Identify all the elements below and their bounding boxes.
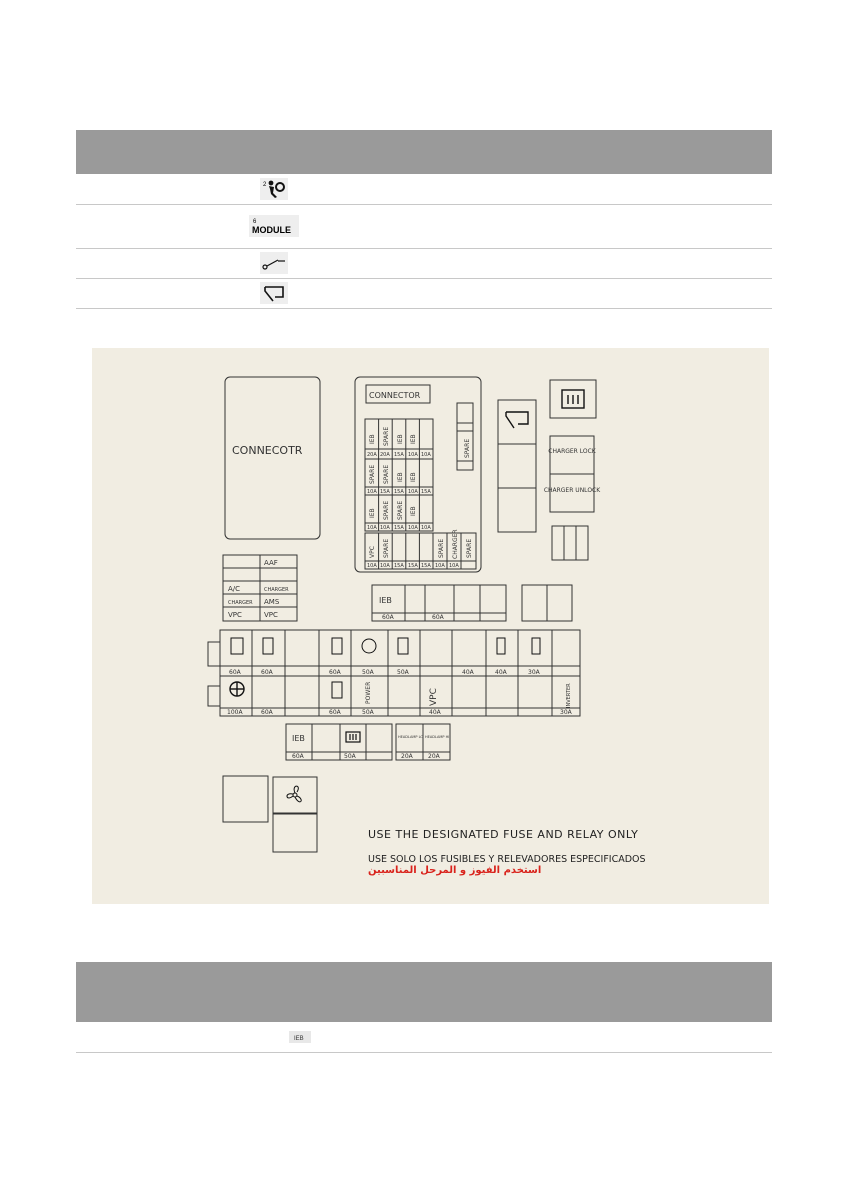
relay-slot [223, 776, 268, 822]
fuse-amp: 15A [394, 563, 404, 569]
ams-label: AMS [264, 598, 280, 606]
fuse-amp: 10A [367, 525, 377, 531]
fuse-amp: 15A [421, 563, 431, 569]
vpc-label: VPC [264, 611, 278, 619]
fuse-amp: 10A [367, 563, 377, 569]
fuse-label: SPARE [383, 464, 390, 484]
wiper-icon [506, 412, 528, 428]
fuse-amp: 20A [428, 753, 440, 760]
module-icon [249, 215, 299, 237]
fuse-icon [398, 638, 408, 654]
fuse-amp: 50A [362, 709, 374, 716]
fuse-label: IEB [397, 434, 404, 444]
fuse-label: SPARE [383, 538, 390, 558]
module-label: MODULE [252, 225, 291, 235]
notice-arabic: استخدم الفيوز و المرحل المناسبين [368, 865, 542, 876]
fuse-label: SPARE [369, 464, 376, 484]
fuse-amp: 10A [380, 525, 390, 531]
fuse-icon [497, 638, 505, 654]
fuse-amp: 60A [261, 709, 273, 716]
relay-slot [498, 488, 536, 532]
fuse-amp: 10A [367, 489, 377, 495]
table-row [76, 1022, 772, 1052]
connector-block-large [225, 377, 320, 539]
fuse-amp: 15A [421, 489, 431, 495]
fuse-label: IEB [410, 506, 417, 516]
switch-icon [260, 252, 288, 274]
fuse-amp: 50A [397, 669, 409, 676]
table-row [76, 204, 772, 248]
fuse-amp: 15A [408, 563, 418, 569]
ieb-label: IEB [292, 734, 305, 743]
fuse-label: SPARE [383, 500, 390, 520]
fuse-spec-table-top [76, 130, 772, 309]
fuse-amp: 60A [261, 669, 273, 676]
fuse-label: SPARE [438, 538, 445, 558]
fuse-amp: 10A [408, 452, 418, 458]
relay-wiper [498, 400, 536, 444]
fuse-label: SPARE [383, 426, 390, 446]
fuse-amp: 40A [495, 669, 507, 676]
charger-label: CHARGER [228, 600, 253, 606]
fuse-amp: 10A [449, 563, 459, 569]
fuse-amp: 50A [344, 753, 356, 760]
superscript: 6 [253, 219, 257, 225]
fuse-amp: 100A [227, 709, 243, 716]
fuse-amp: 30A [528, 669, 540, 676]
connector-small-label: CONNECTOR [369, 391, 421, 400]
table-row [76, 278, 772, 308]
table-header [76, 130, 772, 174]
fuse-amp: 60A [382, 614, 394, 621]
fuse-label: SPARE [466, 538, 473, 558]
row2-amps [227, 709, 573, 716]
fuse-amp: 20A [380, 452, 390, 458]
vpc-label: VPC [429, 688, 439, 706]
fan-icon [287, 786, 301, 802]
fuse-amp: 60A [329, 669, 341, 676]
charger-label: CHARGER [264, 587, 289, 593]
relay-charger-lock [550, 436, 594, 474]
fuse-amp: 60A [329, 709, 341, 716]
power-label: POWER [365, 681, 372, 704]
relay-fan [273, 777, 317, 813]
headlamp-lo-label: HEADLAMP LO [398, 735, 424, 739]
fuse-label: CHARGER [452, 529, 459, 559]
fuse-amp: 60A [292, 753, 304, 760]
defrost-icon [562, 390, 584, 408]
fuse-amp: 40A [429, 709, 441, 716]
fuse-amp: 60A [229, 669, 241, 676]
fuse-icon [263, 638, 273, 654]
notice-english: USE THE DESIGNATED FUSE AND RELAY ONLY [368, 828, 639, 841]
vpc-label: VPC [228, 611, 242, 619]
fuse-label: SPARE [464, 438, 471, 458]
top-fuse-grid [365, 403, 476, 569]
fuse-amp: 10A [408, 525, 418, 531]
fuse-amp: 15A [394, 452, 404, 458]
fuse-icon [332, 682, 342, 698]
fuse-box-diagram [92, 348, 769, 904]
fuse-label: IEB [410, 434, 417, 444]
fuse-amp: 40A [462, 669, 474, 676]
charger-unlock-label: CHARGER UNLOCK [543, 487, 601, 494]
fuse-amp: 10A [421, 525, 431, 531]
fuse-label: IEB [369, 434, 376, 444]
ac-label: A/C [228, 585, 241, 593]
fuse-label: SPARE [397, 500, 404, 520]
fuse-icon [332, 638, 342, 654]
fuse-amp: 50A [362, 669, 374, 676]
fuse-amp: 10A [421, 452, 431, 458]
airbag-icon [260, 178, 288, 200]
charger-lock-label: CHARGER LOCK [548, 448, 596, 455]
notice-spanish: USE SOLO LOS FUSIBLES Y RELEVADORES ESPECIFICADOS [368, 854, 646, 865]
fuse-amp: 15A [380, 489, 390, 495]
relay-slot [273, 814, 317, 852]
ieb-icon [289, 1031, 311, 1043]
fuse-amp: 20A [401, 753, 413, 760]
fan-icon [362, 639, 376, 653]
fuse-amp: 30A [560, 709, 572, 716]
aaf-label: AAF [264, 559, 278, 567]
fuse-label: IEB [397, 472, 404, 482]
table-header [76, 962, 772, 1022]
fuse-label: IEB [369, 508, 376, 518]
ieb-label: IEB [294, 1035, 304, 1042]
fuse-label: IEB [410, 472, 417, 482]
fuse-amp: 15A [394, 525, 404, 531]
table-row [76, 174, 772, 204]
row1-amps [229, 669, 541, 676]
superscript: 2 [263, 181, 267, 188]
wiper-icon [260, 282, 288, 304]
fuse-amp: 20A [367, 452, 377, 458]
table-row [76, 248, 772, 278]
fuse-icon [532, 638, 540, 654]
fuse-spec-table-bottom [76, 962, 772, 1053]
fuse-amp: 10A [380, 563, 390, 569]
headlamp-hi-label: HEADLAMP HI [425, 735, 450, 739]
fuse-amp: 60A [432, 614, 444, 621]
inverter-label: INVERTER [566, 683, 572, 708]
fuse-amp: 10A [435, 563, 445, 569]
relay-slot [498, 444, 536, 488]
fuse-label: VPC [369, 546, 376, 558]
connector-large-label: CONNECOTR [232, 444, 303, 457]
fuse-amp: 10A [408, 489, 418, 495]
fuse-icon [231, 638, 243, 654]
fuse-amp: 15A [394, 489, 404, 495]
ieb-label: IEB [379, 596, 392, 605]
